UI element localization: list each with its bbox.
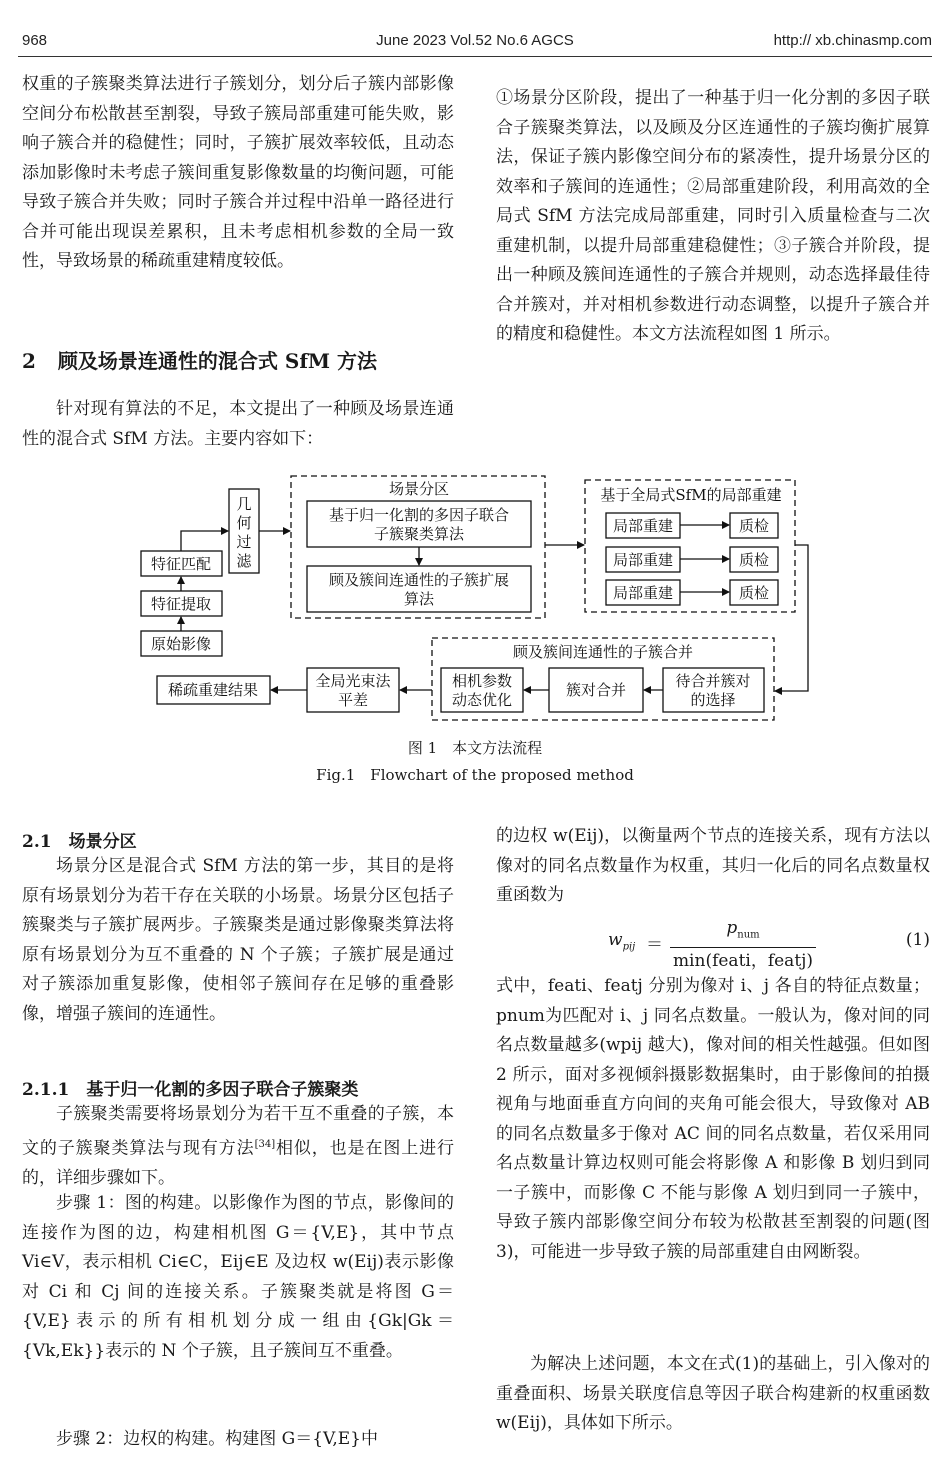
eq-numerator: $p_{num}$: [726, 918, 760, 941]
step-1-paragraph: 步骤 1：图的构建。以影像作为图的节点，影像间的连接作为图的边，构建相机图 G＝{V,E}，其中节点 Vi∈V，表示相机 Ci∈C，Eij∈E 及边权 w(Eij)表示影像对 Ci 和 Cj 间的连接关系。子簇聚类就是将图 G＝{V,E}表示的所有相机划分成一组由{Gk|Gk＝{Vk,Ek}}表示的 N 个子簇，且子簇间互不重叠。: [22, 1193, 454, 1361]
section-2-1-1-text-a: 子簇聚类需要将场景划分为若干互不重叠的子簇，本文的子簇聚类算法与现有方法: [22, 1104, 454, 1159]
method-flowchart: [0, 465, 950, 740]
sparse-result-label: 稀疏重建结果: [167, 681, 259, 699]
edge-weight-paragraph: 的边权 w(Eij)，以衡量两个节点的连接关系，现有方法以像对的同名点数量作为权重，其归一化后的同名点数量权重函数为: [496, 826, 930, 905]
header-rule: [18, 56, 932, 57]
arrow-local-to-merge: [775, 545, 808, 691]
feature-explanation-paragraph: 式中，feati、featj 分别为像对 i、j 各自的特征点数量；pnum为匹配对 i、j 同名点数量。一般认为，像对间的同名点数量越多(wpij 越大)，像对间的相关性越强。但如图 2 所示，面对多视倾斜摄影数据集时，由于影像间的拍摄视角与地面垂直方向间的夹角可能会很大，导致像对 AB 的同名点数量多于像对 AC 间的同名点数量，若仅采用同名点数量计算边权则可能会将影像 A 和影像 B 划归到同一子簇中，而影像 C 不能与影像 A 划归到同一子簇中，导致子簇内部影像空间分布较为松散甚至割裂的问题(图 3)，可能进一步导致子簇的局部重建自由网断裂。: [496, 976, 930, 1262]
section-2-1-paragraph: 场景分区是混合式 SfM 方法的第一步，其目的是将原有场景划分为若干存在关联的小场景。场景分区包括子簇聚类与子簇扩展两步。子簇聚类是通过影像聚类算法将原有场景划分为互不重叠的 N 个子簇；子簇扩展是通过对子簇添加重复影像，使相邻子簇间存在足够的重叠影像，增强子簇间的连通性。: [22, 856, 454, 1024]
eq-lhs: $w_{pij}$: [608, 930, 636, 953]
right-intro-paragraph: ①场景分区阶段，提出了一种基于归一化分割的多因子联合子簇聚类算法，以及顾及分区连通性的子簇均衡扩展算法，保证子簇内影像空间分布的紧凑性，提升场景分区的效率和子簇间的连通性；②局部重建阶段，利用高效的全局式 SfM 方法完成局部重建，同时引入质量检查与二次重建机制，以提升局部重建稳健性；③子簇合并阶段，提出一种顾及簇间连通性的子簇合并规则，动态选择最佳待合并簇对，并对相机参数进行动态调整，以提升子簇合并的精度和稳健性。本文方法流程如图 1 所示。: [496, 88, 930, 344]
geo-filter-label-1: 几: [236, 495, 252, 513]
eq-denominator: min(feati，featj): [672, 951, 814, 972]
merge-title: 顾及簇间连通性的子簇合并: [512, 643, 694, 661]
local-title: 基于全局式SfM的局部重建: [600, 486, 782, 504]
section-2-1-1-text-b: 相似，也是在图上进行的，详细步骤如下。: [22, 1138, 455, 1188]
partition-title: 场景分区: [388, 480, 450, 498]
global-ba-label-2: 平差: [337, 691, 369, 709]
left-intro-paragraph: 权重的子簇聚类算法进行子簇划分，划分后子簇内部影像空间分布松散甚至割裂，导致子簇局部重建可能失败，影响子簇合并的稳健性；同时，子簇扩展效率较低，且动态添加影像时未考虑子簇间重复影像数量的均衡问题，可能导致子簇合并失败；同时子簇合并过程中沿单一路径进行合并可能出现误差累积，且未考虑相机参数的全局一致性，导致场景的稀疏重建精度较低。: [22, 74, 454, 271]
select-pair-label-2: 的选择: [690, 691, 736, 709]
equation-1: [496, 916, 930, 976]
camera-opt-label-1: 相机参数: [451, 672, 513, 690]
section-2-1-1-heading: 2.1.1 基于归一化割的多因子联合子簇聚类: [22, 1080, 359, 1100]
select-pair-label-1: 待合并簇对: [675, 672, 751, 690]
citation-34[interactable]: [34]: [254, 1138, 276, 1150]
quality-check-label-1: 质检: [738, 517, 770, 535]
expand-algo-label-2: 算法: [403, 590, 435, 608]
pair-merge-label: 簇对合并: [565, 681, 627, 699]
section-2-1-heading: 2.1 场景分区: [22, 832, 137, 852]
section-2-number: 2: [22, 349, 36, 373]
journal-url: http:// xb.chinasmp.com: [773, 32, 932, 49]
figure-caption-en: Fig.1 Flowchart of the proposed method: [316, 766, 634, 784]
feature-extract-label: 特征提取: [150, 595, 212, 613]
geo-filter-label-4: 滤: [236, 552, 252, 570]
quality-check-label-3: 质检: [738, 584, 770, 602]
new-weight-paragraph: 为解决上述问题，本文在式(1)的基础上，引入像对的重叠面积、场景关联度信息等因子联合构建新的权重函数 w(Eij)，具体如下所示。: [496, 1354, 930, 1433]
eq-number: (1): [905, 930, 930, 950]
journal-info: June 2023 Vol.52 No.6 AGCS: [376, 32, 574, 49]
expand-algo-label-1: 顾及簇间连通性的子簇扩展: [328, 571, 510, 589]
section-2-intro: 针对现有算法的不足，本文提出了一种顾及场景连通性的混合式 SfM 方法。主要内容如下：: [22, 399, 454, 449]
section-2-1-1-paragraph: [22, 1100, 454, 1193]
step-2-paragraph: 步骤 2：边权的构建。构建图 G＝{V,E}中: [56, 1429, 378, 1449]
eq-equals: ＝: [646, 935, 663, 955]
eq-fraction: [668, 916, 818, 974]
quality-check-label-2: 质检: [738, 551, 770, 569]
geo-filter-label-3: 过: [236, 533, 252, 551]
raw-image-label: 原始影像: [150, 635, 212, 653]
arrow-match-to-filter: [181, 531, 228, 551]
figure-caption-cn: 图 1 本文方法流程: [407, 739, 543, 757]
global-ba-label-1: 全局光束法: [315, 672, 391, 690]
section-2-title: 顾及场景连通性的混合式 SfM 方法: [57, 349, 378, 373]
geo-filter-label-2: 何: [236, 514, 252, 532]
camera-opt-label-2: 动态优化: [451, 691, 513, 709]
section-2-heading: [22, 345, 377, 374]
page-number: 968: [22, 32, 48, 49]
local-recon-label-1: 局部重建: [612, 517, 674, 535]
cluster-algo-label-2: 子簇聚类算法: [373, 525, 465, 543]
feature-match-label: 特征匹配: [150, 555, 212, 573]
local-recon-label-2: 局部重建: [612, 551, 674, 569]
cluster-algo-label-1: 基于归一化割的多因子联合: [328, 506, 510, 524]
local-recon-label-3: 局部重建: [612, 584, 674, 602]
